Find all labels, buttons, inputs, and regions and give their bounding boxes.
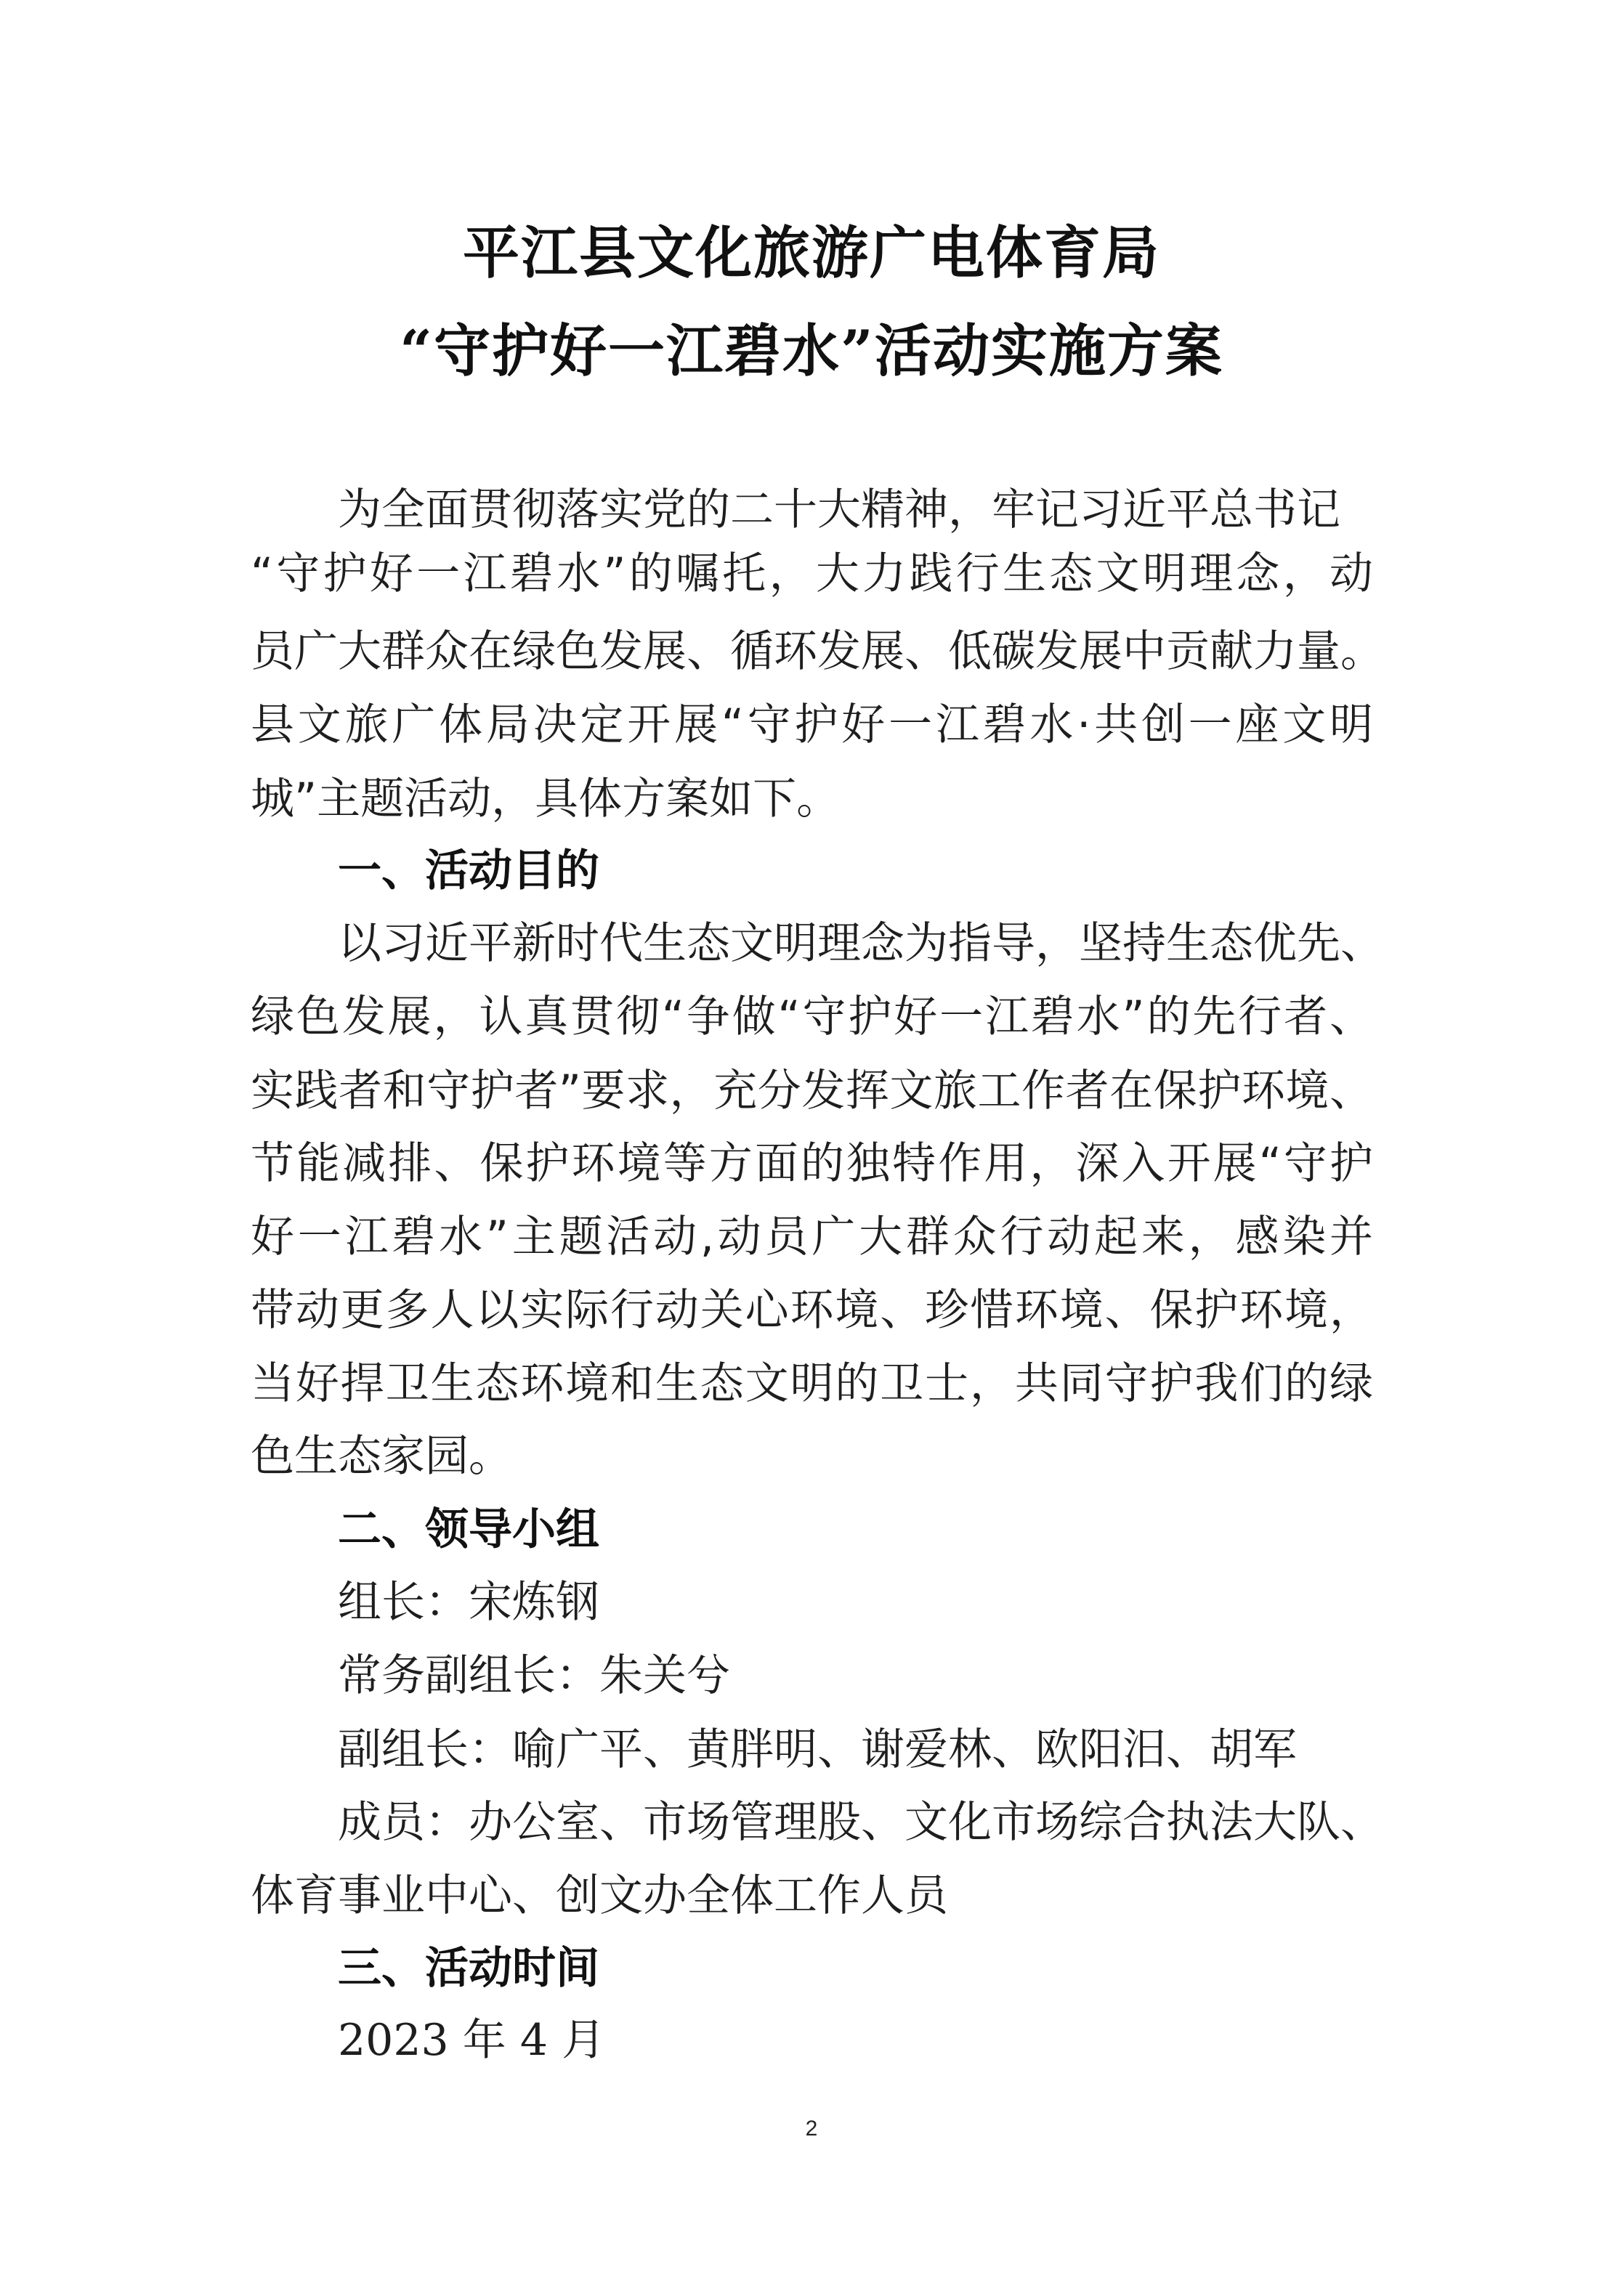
purpose-line-2: 绿色发展，认真贯彻“争做“守护好一江碧水”的先行者、 bbox=[251, 991, 1373, 1042]
purpose-line-3: 实践者和守护者”要求，充分发挥文旅工作者在保护环境、 bbox=[251, 1066, 1373, 1116]
intro-line-5: 城”主题活动，具体方案如下。 bbox=[251, 774, 841, 824]
purpose-line-8: 色生态家园。 bbox=[251, 1431, 512, 1482]
section-heading-leadership: 二、领导小组 bbox=[338, 1504, 599, 1555]
document-title-line-1: 平江县文化旅游广电体育局 bbox=[462, 220, 1160, 286]
members-line-1: 成员：办公室、市场管理股、文化市场综合执法大队、 bbox=[338, 1797, 1384, 1848]
section-heading-purpose: 一、活动目的 bbox=[338, 845, 599, 896]
leader-line: 组长：宋炼钢 bbox=[338, 1577, 599, 1628]
intro-line-1: 为全面贯彻落实党的二十大精神，牢记习近平总书记 bbox=[338, 484, 1340, 535]
purpose-line-1: 以习近平新时代生态文明理念为指导，坚持生态优先、 bbox=[338, 918, 1384, 969]
purpose-line-5: 好一江碧水”主题活动,动员广大群众行动起来，感染并 bbox=[251, 1212, 1373, 1262]
activity-date: 2023 年 4 月 bbox=[338, 2015, 606, 2066]
exec-deputy-line: 常务副组长：朱关兮 bbox=[338, 1650, 730, 1701]
members-line-2: 体育事业中心、创文办全体工作人员 bbox=[251, 1870, 948, 1921]
purpose-line-6: 带动更多人以实际行动关心环境、珍惜环境、保护环境， bbox=[251, 1285, 1373, 1336]
purpose-line-7: 当好捍卫生态环境和生态文明的卫士，共同守护我们的绿 bbox=[251, 1358, 1373, 1409]
intro-line-3: 员广大群众在绿色发展、循环发展、低碳发展中贡献力量。 bbox=[251, 626, 1384, 677]
document-title-line-2: “守护好一江碧水”活动实施方案 bbox=[400, 318, 1223, 384]
section-heading-time: 三、活动时间 bbox=[338, 1943, 599, 1994]
page-number: 2 bbox=[805, 2117, 818, 2141]
intro-line-2: “守护好一江碧水”的嘱托，大力践行生态文明理念，动 bbox=[251, 548, 1373, 599]
purpose-line-4: 节能减排、保护环境等方面的独特作用，深入开展“守护 bbox=[251, 1138, 1373, 1189]
intro-line-4: 县文旅广体局决定开展“守护好一江碧水·共创一座文明 bbox=[251, 699, 1373, 750]
deputies-line: 副组长：喻广平、黄胖明、谢爱林、欧阳汨、胡军 bbox=[338, 1724, 1297, 1775]
